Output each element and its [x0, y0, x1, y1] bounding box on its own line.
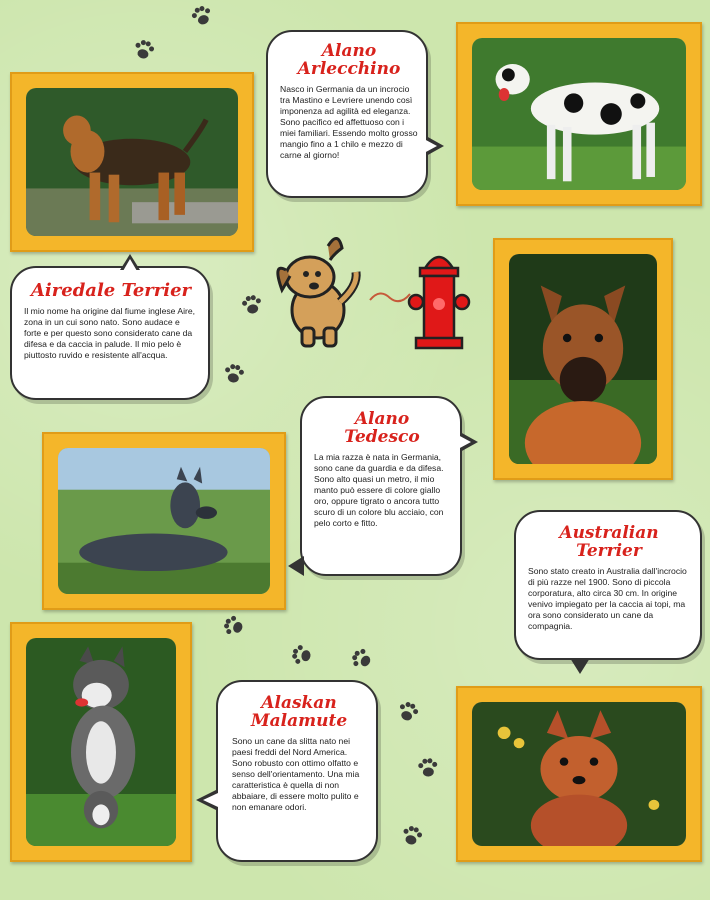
bubble-tail-fill [203, 793, 218, 807]
paw-print-icon [397, 821, 426, 850]
bubble-tail-fill [123, 259, 137, 271]
fire-hydrant-icon [406, 246, 472, 352]
breed-title: Alano Arlecchino [297, 41, 401, 79]
bubble-tail [288, 556, 304, 576]
paw-print-icon [288, 641, 316, 669]
photo-alano-arlecchino [472, 38, 686, 190]
photo-frame-australian-terrier [456, 686, 702, 862]
info-bubble-alano-arlecchino [266, 30, 428, 198]
paw-print-icon [238, 291, 266, 319]
breed-description: Nasco in Germania da un incrocio tra Mastino e Levriere unendo così imponenza ad agilità ed eleganza. Sono pacifico ed affettuoso con i miei familiari. Essendo molto grosso mangio fino a 1 chilo e mezzo di carne al giorno! [280, 84, 418, 160]
paw-print-icon [220, 360, 248, 388]
breed-description: Il mio nome ha origine dal fiume inglese Aire, zona in un cui sono nato. Sono audace e forte e per questo sono considerato cane da difesa e da caccia in palude. Il mio pelo è piuttosto ruvido e resistente all'acqua. [24, 306, 196, 360]
breed-title: Alaskan Malamute [250, 693, 348, 731]
paw-print-icon [129, 35, 158, 64]
breed-description: La mia razza è nata in Germania, sono cane da guardia e da difesa. Sono alto quasi un metro, il mio manto può essere di colore giallo oro, oppure tigrato o ancora tutto scuro di un colore blu acciaio, con pelo corto e fitto. [314, 452, 444, 528]
info-bubble-airedale-terrier [10, 266, 210, 400]
squiggle-decoration [368, 286, 412, 306]
breed-title: Alano Tedesco [344, 409, 420, 447]
cartoon-dog-icon [268, 232, 368, 350]
photo-frame-alano-arlecchino [456, 22, 702, 206]
paw-print-icon [219, 611, 250, 642]
photo-australian-terrier [472, 702, 686, 846]
info-bubble-alano-tedesco [300, 396, 462, 576]
breed-description: Sono un cane da slitta nato nei paesi freddi del Nord America. Sono robusto con ottimo olfatto e senso dell'orientamento. Una mia caratteristica è quella di non abbaiare, di essere molto pulito e non emanare odori. [232, 736, 360, 812]
photo-alano-tedesco-blue [58, 448, 270, 594]
paw-print-icon [415, 755, 441, 781]
photo-frame-alano-tedesco-blue [42, 432, 286, 610]
paw-print-icon [393, 697, 424, 728]
bubble-tail-fill [424, 139, 437, 153]
paw-print-icon [346, 643, 379, 676]
photo-alaskan-malamute [26, 638, 176, 846]
breed-title: Airedale Terrier [30, 280, 192, 301]
photo-alano-tedesco-head [509, 254, 657, 464]
info-bubble-australian-terrier [514, 510, 702, 660]
bubble-tail [570, 658, 590, 674]
breed-title: Australian Terrier [559, 523, 659, 561]
info-bubble-alaskan-malamute [216, 680, 378, 862]
photo-frame-alaskan-malamute [10, 622, 192, 862]
photo-frame-airedale-terrier [10, 72, 254, 252]
bubble-tail-fill [458, 435, 471, 449]
paw-print-icon [187, 1, 218, 32]
photo-frame-alano-tedesco-head [493, 238, 673, 480]
photo-airedale-terrier [26, 88, 238, 236]
breed-description: Sono stato creato in Australia dall'incrocio di più razze nel 1900. Sono di piccola corporatura, alto circa 30 cm. In origine venivo impiegato per la caccia ai topi, ma ora sono considerato un cane da compagnia. [528, 566, 687, 631]
